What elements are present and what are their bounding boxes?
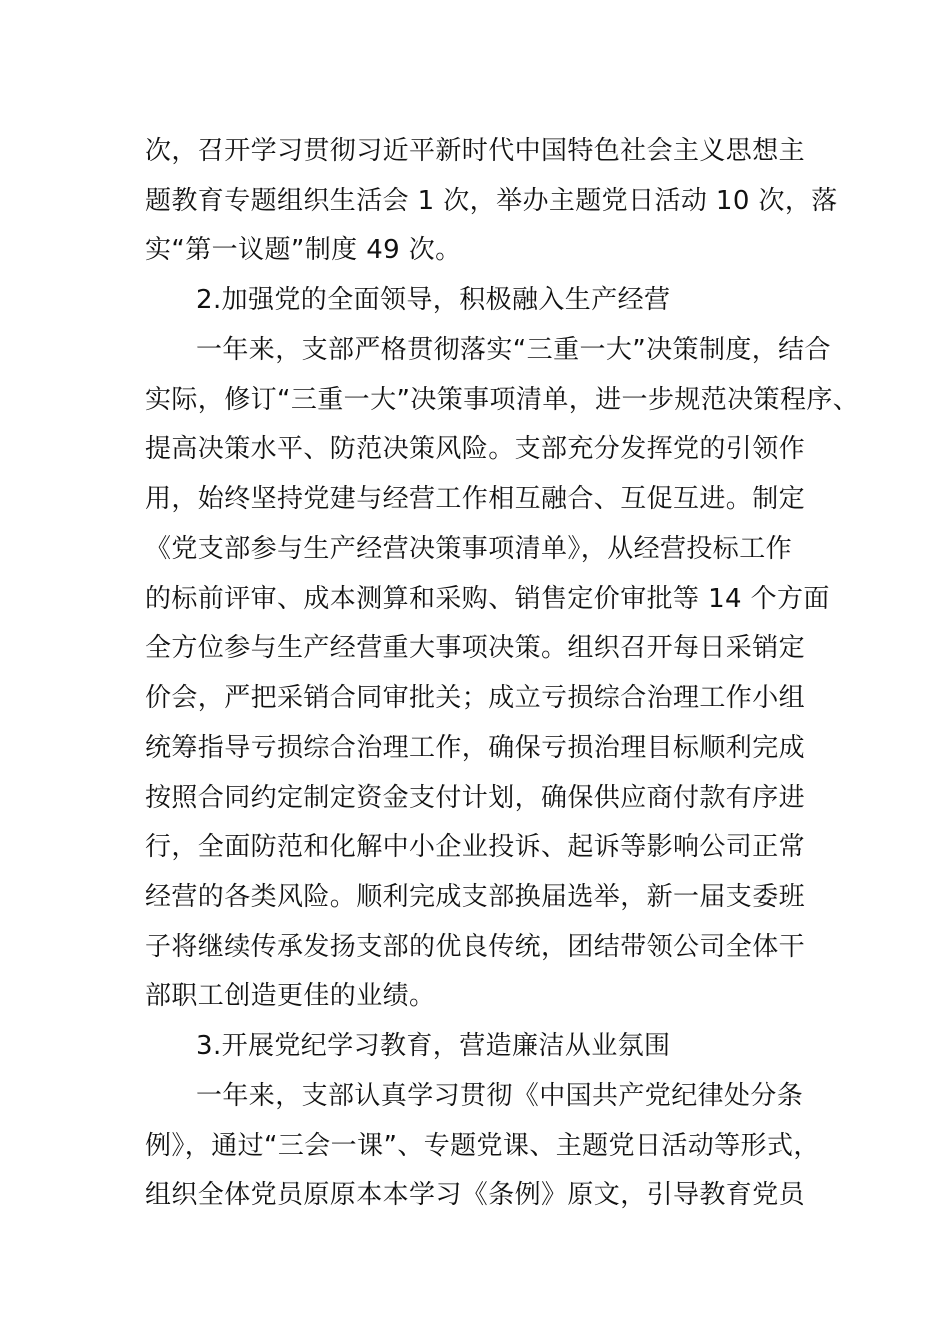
paragraph-line: 组织全体党员原原本本学习《条例》原文，引导教育党员	[145, 1180, 806, 1210]
paragraph-line: 实“第一议题”制度 49 次。	[145, 235, 462, 265]
paragraph-line: 价会，严把采销合同审批关；成立亏损综合治理工作小组	[145, 683, 806, 713]
paragraph-line: 一年来，支部认真学习贯彻《中国共产党纪律处分条	[196, 1081, 804, 1111]
paragraph-line: 一年来，支部严格贯彻落实“三重一大”决策制度，结合	[196, 335, 831, 365]
paragraph-line: 的标前评审、成本测算和采购、销售定价审批等 14 个方面	[145, 584, 830, 614]
paragraph-line: 《党支部参与生产经营决策事项清单》，从经营投标工作	[145, 534, 793, 564]
section-heading: 3.开展党纪学习教育，营造廉洁从业氛围	[196, 1031, 671, 1061]
paragraph-line: 例》，通过“三会一课”、专题党课、主题党日活动等形式，	[145, 1131, 820, 1161]
section-heading: 2.加强党的全面领导，积极融入生产经营	[196, 285, 671, 315]
paragraph-line: 经营的各类风险。顺利完成支部换届选举，新一届支委班	[145, 882, 806, 912]
paragraph-line: 部职工创造更佳的业绩。	[145, 981, 436, 1011]
paragraph-line: 提高决策水平、防范决策风险。支部充分发挥党的引领作	[145, 434, 806, 464]
paragraph-line: 行，全面防范和化解中小企业投诉、起诉等影响公司正常	[145, 832, 806, 862]
paragraph-line: 按照合同约定制定资金支付计划，确保供应商付款有序进	[145, 783, 806, 813]
paragraph-line: 题教育专题组织生活会 1 次，举办主题党日活动 10 次，落	[145, 186, 838, 216]
paragraph-line: 实际，修订“三重一大”决策事项清单，进一步规范决策程序、	[145, 385, 860, 415]
paragraph-line: 用，始终坚持党建与经营工作相互融合、互促互进。制定	[145, 484, 806, 514]
paragraph-line: 次，召开学习贯彻习近平新时代中国特色社会主义思想主	[145, 136, 806, 166]
paragraph-line: 全方位参与生产经营重大事项决策。组织召开每日采销定	[145, 633, 806, 663]
paragraph-line: 统筹指导亏损综合治理工作，确保亏损治理目标顺利完成	[145, 733, 806, 763]
paragraph-line: 子将继续传承发扬支部的优良传统，团结带领公司全体干	[145, 932, 806, 962]
